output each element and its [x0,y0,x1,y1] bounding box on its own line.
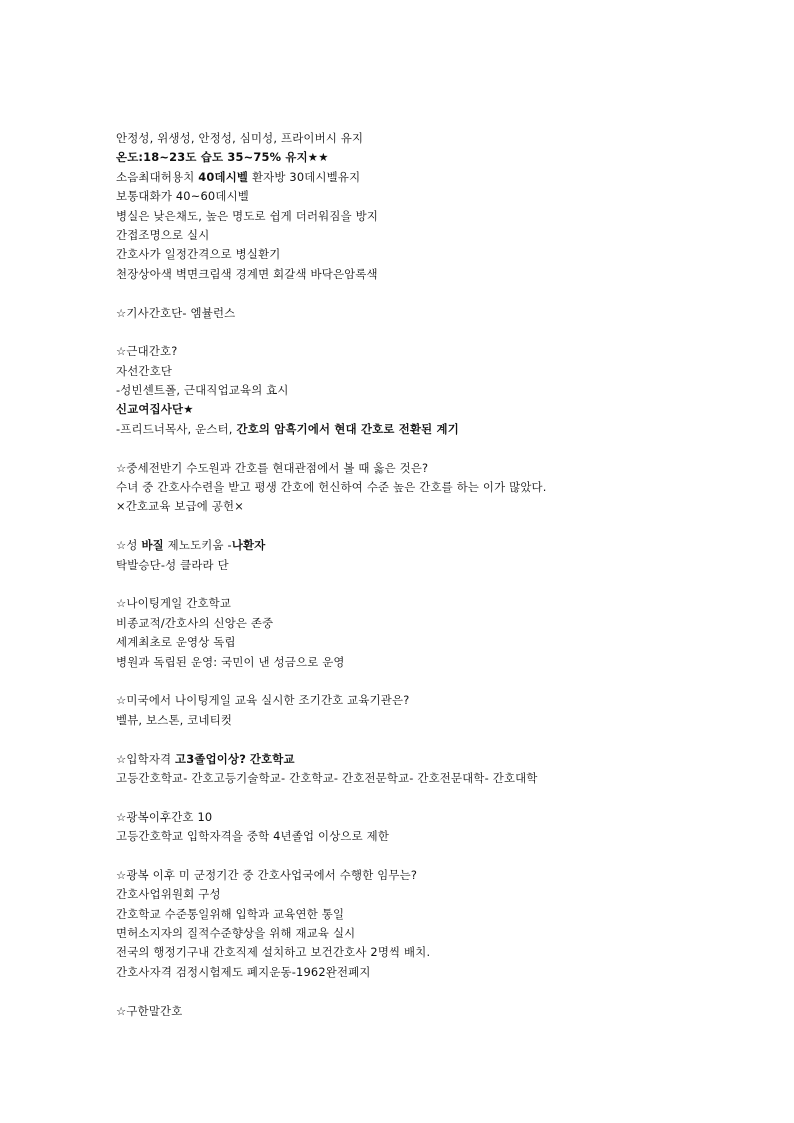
text-span: ☆성 [116,538,142,553]
bold-text: 간호학교 [249,751,295,766]
blank-line [116,982,756,1001]
text-line: 고등간호학교- 간호고등기술학교- 간호학교- 간호전문학교- 간호전문대학- 간호대학 [116,770,538,785]
text-span: -프리드너목사, 운스터, [116,421,237,436]
text-line: -성빈센트폴, 근대직업교육의 효시 [116,383,289,398]
blank-line [116,730,756,749]
text-line: 안정성, 위생성, 안정성, 심미성, 프라이버시 유지 [116,131,364,145]
text-line: 면허소지자의 질적수준향상을 위해 재교육 실시 [116,926,356,941]
text-line: 수녀 중 간호사수련을 받고 평생 간호에 헌신하여 수준 높은 간호를 하는 이가 많았다. [116,480,547,495]
text-line: 간호사가 일정간격으로 병실환기 [116,247,281,262]
blank-line [116,575,756,594]
text-line [116,168,756,187]
text-span: 소음최대허용치 [116,169,199,184]
bold-text: 바질 [141,538,164,553]
bold-text: 신교여집사단★ [116,402,194,417]
blank-line [116,323,756,342]
text-line: 세계최초로 운영상 독립 [116,635,236,650]
section-heading: ☆광복 이후 미 군정기간 중 간호사업국에서 수행한 임무는? [116,867,418,882]
section-heading: ☆미국에서 나이팅게일 교육 실시한 조기간호 교육기관은? [116,693,410,708]
blank-line [116,788,756,807]
text-line: 비종교적/간호사의 신앙은 존중 [116,615,274,630]
bold-text: 간호의 암흑기에서 현대 간호로 전환된 계기 [236,421,459,436]
document-page [116,129,756,1021]
text-line-bold [116,148,756,167]
text-line-bold [116,400,756,419]
text-line [116,420,756,439]
section-heading: ☆구한말간호 [116,1003,183,1018]
text-line: 병실은 낮은채도, 높은 명도로 쉽게 더러워짐을 방지 [116,208,379,223]
text-span: 환자방 30데시벨유지 [248,169,361,184]
blank-line [116,517,756,536]
text-line: 간호사업위원회 구성 [116,887,221,902]
section-heading: ☆나이팅게일 간호학교 [116,596,232,611]
text-span: ☆입학자격 [116,751,176,766]
blank-line [116,672,756,691]
blank-line [116,846,756,865]
text-line: 천장상아색 벽면크림색 경계면 회갈색 바닥은암록색 [116,266,378,281]
section-heading: ☆광복이후간호 10 [116,809,213,824]
text-line: 탁발승단-성 클라라 단 [116,557,229,572]
text-line: 간호사자격 검정시험제도 폐지운동-1962완전폐지 [116,964,371,979]
section-heading: ☆기사간호단- 엠뷸런스 [116,305,236,320]
text-line: 벨뷰, 보스톤, 코네티컷 [116,712,233,727]
bold-text: 40데시벨 [198,169,249,184]
text-span: 제노도키움 - [163,538,232,553]
text-line: 보통대화가 40~60데시벨 [116,189,249,204]
text-line: 전국의 행정기구내 간호직제 설치하고 보건간호사 2명씩 배치. [116,945,431,960]
blank-line [116,439,756,458]
bold-text: 나환자 [231,538,266,553]
text-line: 자선간호단 [116,363,173,378]
bold-text: 온도:18~23도 습도 35~75% 유지★★ [116,150,329,165]
text-line: ×간호교육 보급에 공헌× [116,499,244,514]
text-line: 간접조명으로 실시 [116,227,210,242]
bold-text: 고3졸업이상? [175,751,246,766]
text-line: 고등간호학교 입학자격을 중학 4년졸업 이상으로 제한 [116,829,390,844]
text-line: 병원과 독립된 운영: 국민이 낸 성금으로 운영 [116,654,345,669]
section-heading [116,750,756,769]
section-heading: ☆중세전반기 수도원과 간호를 현대관점에서 볼 때 옳은 것은? [116,460,429,475]
section-heading: ☆근대간호? [116,344,178,359]
text-line: 간호학교 수준통일위해 입학과 교육연한 통일 [116,906,345,921]
blank-line [116,284,756,303]
section-heading [116,536,756,555]
